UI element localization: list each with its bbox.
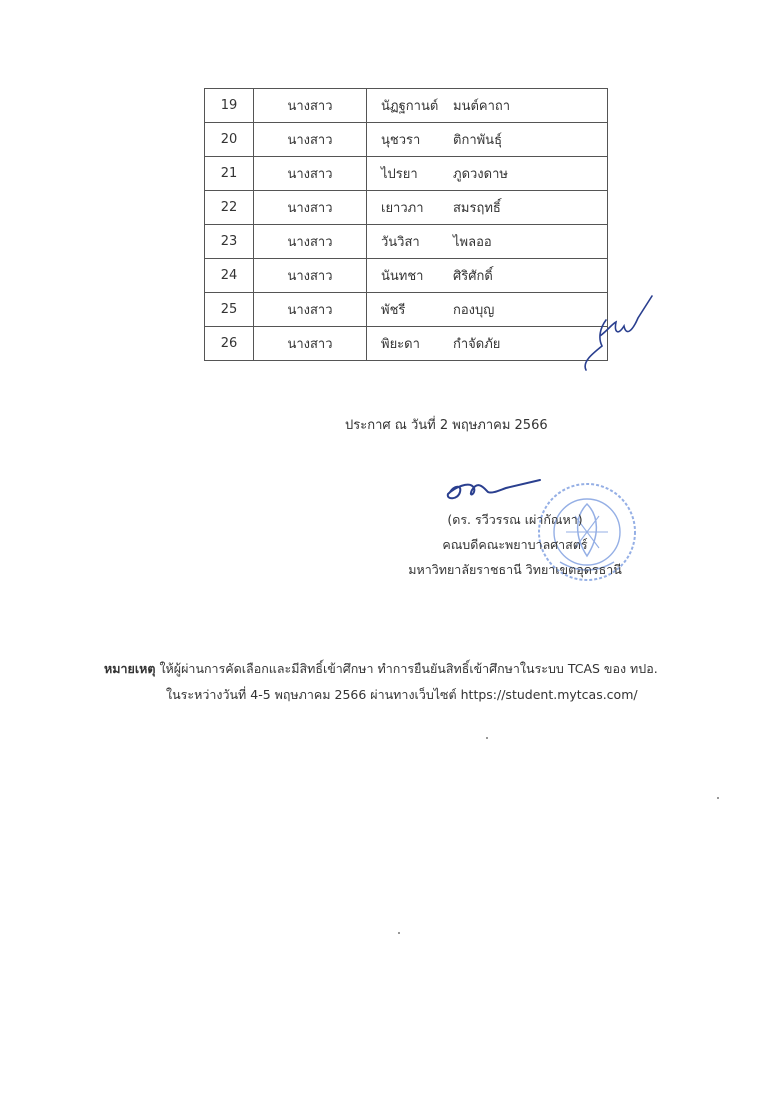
first-name: พัชรี — [381, 303, 406, 318]
row-number: 22 — [205, 191, 254, 225]
full-name-cell — [367, 89, 608, 123]
full-name-cell — [367, 293, 608, 327]
last-name: กำจัดภัย — [453, 337, 501, 352]
table-row — [205, 225, 608, 259]
name-title: นางสาว — [254, 259, 367, 293]
full-name-cell — [367, 259, 608, 293]
scan-speck — [717, 797, 719, 799]
row-number: 26 — [205, 327, 254, 361]
last-name: ไพลออ — [453, 235, 492, 250]
signatory-name: (ดร. รวีวรรณ เผ่ากัณหา) — [447, 512, 583, 527]
full-name-cell — [367, 157, 608, 191]
name-title: นางสาว — [254, 225, 367, 259]
margin-signature — [578, 292, 658, 372]
note-section — [104, 656, 724, 708]
name-title: นางสาว — [254, 293, 367, 327]
row-number: 20 — [205, 123, 254, 157]
table-row — [205, 123, 608, 157]
first-name: วันวิสา — [381, 235, 420, 250]
signatory-block — [395, 507, 635, 582]
scan-speck — [398, 932, 400, 934]
last-name: ภูดวงดาษ — [453, 167, 508, 182]
last-name: มนต์คาถา — [453, 99, 511, 114]
row-number: 19 — [205, 89, 254, 123]
name-title: นางสาว — [254, 157, 367, 191]
row-number: 25 — [205, 293, 254, 327]
announcement-date: ประกาศ ณ วันที่ 2 พฤษภาคม 2566 — [345, 418, 548, 433]
name-title: นางสาว — [254, 191, 367, 225]
full-name-cell — [367, 191, 608, 225]
full-name-cell — [367, 225, 608, 259]
last-name: กองบุญ — [453, 303, 495, 318]
table-row — [205, 259, 608, 293]
first-name: นุชวรา — [381, 133, 421, 148]
signatory-position: คณบดีคณะพยาบาลศาสตร์ — [442, 537, 588, 552]
full-name-cell — [367, 327, 608, 361]
signatory-institution: มหาวิทยาลัยราชธานี วิทยาเขตอุดรธานี — [408, 562, 622, 577]
row-number: 21 — [205, 157, 254, 191]
first-name: ไปรยา — [381, 167, 418, 182]
last-name: สมรฤทธิ์ — [453, 201, 501, 216]
last-name: ติกาพันธุ์ — [453, 133, 503, 148]
student-list-table — [204, 88, 608, 361]
table-row — [205, 293, 608, 327]
student-list-body — [205, 89, 608, 361]
table-row — [205, 327, 608, 361]
note-line-1: ให้ผู้ผ่านการคัดเลือกและมีสิทธิ์เข้าศึกษา ทำการยืนยันสิทธิ์เข้าศึกษาในระบบ TCAS ของ ทปอ. — [159, 661, 658, 676]
name-title: นางสาว — [254, 89, 367, 123]
first-name: เยาวภา — [381, 201, 424, 216]
row-number: 24 — [205, 259, 254, 293]
note-line-2: ในระหว่างวันที่ 4-5 พฤษภาคม 2566 ผ่านทางเว็บไซต์ https://student.mytcas.com/ — [166, 687, 638, 702]
first-name: นันทชา — [381, 269, 424, 284]
last-name: ศิริศักดิ์ — [453, 269, 493, 284]
first-name: นัฏฐกานต์ — [381, 99, 439, 114]
table-row — [205, 157, 608, 191]
row-number: 23 — [205, 225, 254, 259]
scan-speck — [486, 737, 488, 739]
table-row — [205, 191, 608, 225]
full-name-cell — [367, 123, 608, 157]
table-row — [205, 89, 608, 123]
note-label: หมายเหตุ — [104, 661, 156, 676]
name-title: นางสาว — [254, 123, 367, 157]
first-name: พิยะดา — [381, 337, 420, 352]
name-title: นางสาว — [254, 327, 367, 361]
